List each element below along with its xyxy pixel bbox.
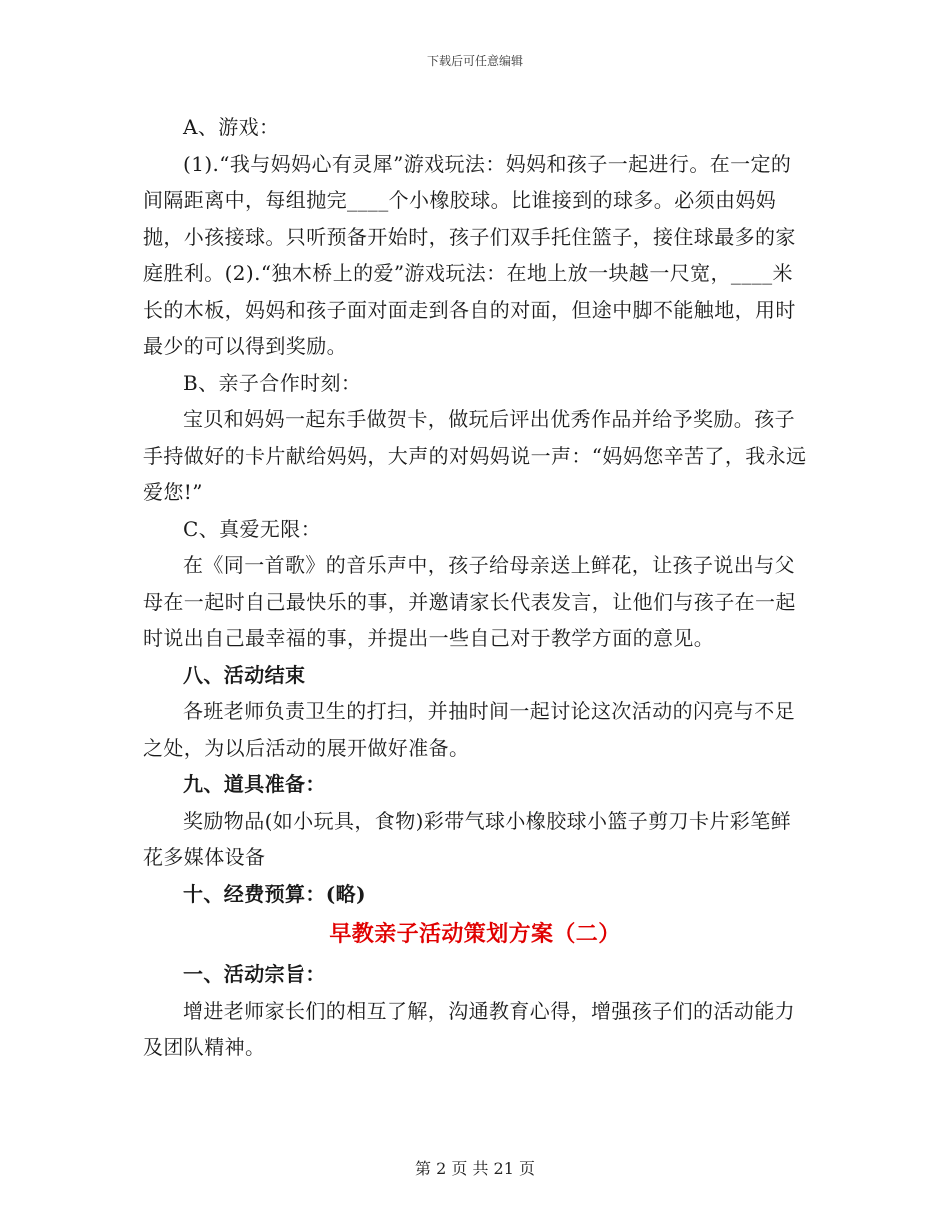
purpose-paragraph: 增进老师家长们的相互了解，沟通教育心得，增强孩子们的活动能力及团队精神。 [143, 998, 795, 1059]
card-making-paragraph: 宝贝和妈妈一起东手做贺卡，做玩后评出优秀作品并给予奖励。孩子手持做好的卡片献给妈妈，大声的对妈妈说一声：“妈妈您辛苦了，我永远爱您!” [143, 407, 807, 504]
section-9-heading: 九、道具准备： [183, 772, 326, 796]
section-10-heading: 十、经费预算：(略) [183, 881, 366, 906]
true-love-paragraph: 在《同一首歌》的音乐声中，孩子给母亲送上鲜花，让孩子说出与父母在一起时自己最快乐的事，并邀请家长代表发言，让他们与孩子在一起时说出自己最幸福的事，并提出一些自己对于教学方面的意见。 [143, 553, 796, 650]
activity-end-paragraph: 各班老师负责卫生的打扫，并抽时间一起讨论这次活动的闪亮与不足之处，为以后活动的展开做好准备。 [143, 699, 795, 760]
page-footer: 第 2 页 共 21 页 [415, 1159, 535, 1178]
section-1-heading: 一、活动宗旨： [183, 962, 326, 986]
section-b-heading: B、亲子合作时刻： [183, 370, 362, 395]
game-description-paragraph: (1).“我与妈妈心有灵犀”游戏玩法：妈妈和孩子一起进行。在一定的间隔距离中，每组抛完____个小橡胶球。比谁接到的球多。必须由妈妈抛，小孩接球。只听预备开始时，孩子们双手托住篮子，接住球最多的家庭胜利。(2).“独木桥上的爱”游戏玩法：在地上放一块越一尺宽，____米长的木板，妈妈和孩子面对面走到各自的对面，但途中脚不能触地，用时最少的可以得到奖励。 [143, 151, 796, 358]
section-c-heading: C、真爱无限： [183, 516, 322, 541]
section-8-heading: 八、活动结束 [183, 662, 306, 687]
props-paragraph: 奖励物品(如小玩具，食物)彩带气球小橡胶球小篮子剪刀卡片彩笔鲜花多媒体设备 [143, 808, 792, 869]
plan-two-title: 早教亲子活动策划方案（二） [329, 921, 621, 947]
section-a-heading: A、游戏： [183, 115, 280, 139]
page-header: 下载后可任意编辑 [426, 54, 523, 68]
document-body [143, 109, 807, 1066]
